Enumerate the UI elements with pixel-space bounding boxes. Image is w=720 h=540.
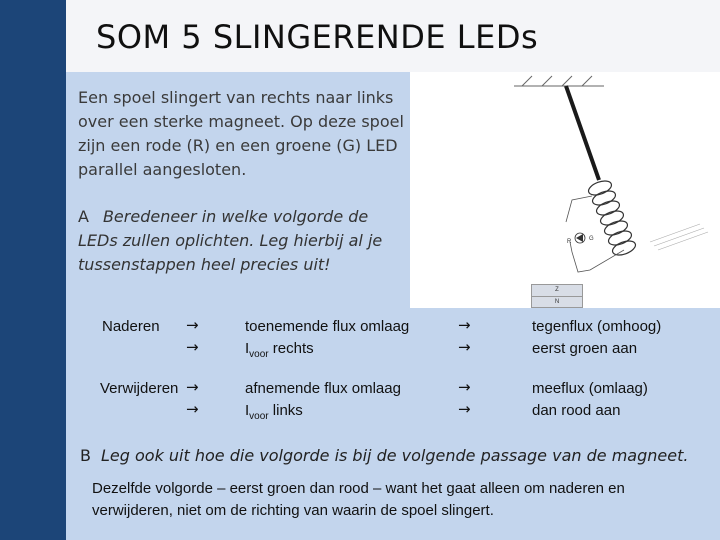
magnet [531, 284, 583, 308]
naderen-flux: toenemende flux omlaag [245, 318, 410, 335]
current-symbol: I [245, 402, 250, 419]
question-b-label: B [80, 446, 91, 465]
verwijderen-current [245, 400, 303, 428]
arrow-icon: → [458, 400, 471, 418]
arrow-icon: → [186, 400, 199, 418]
led-symbols [575, 233, 585, 243]
phase-verwijderen: Verwijderen [100, 380, 179, 397]
pendulum-figure [410, 72, 720, 308]
phase-naderen: Naderen [102, 318, 160, 335]
naderen-led: eerst groen aan [532, 340, 638, 357]
question-b-text: Leg ook uit hoe die volgorde is bij de volgende passage van de magneet. [100, 446, 689, 465]
question-a-text: Beredeneer in welke volgorde de LEDs zullen oplichten. Leg hierbij al je tussenstappen heel precies uit! [78, 207, 383, 274]
question-b [80, 446, 710, 465]
answer-b: Dezelfde volgorde – eerst groen dan rood – want het gaat alleen om naderen en verwijderen, niet om de richting van waarin de spoel slingert. [92, 480, 625, 519]
arrow-icon: → [458, 378, 471, 396]
question-a-label: A [78, 207, 89, 226]
question-a [78, 205, 398, 277]
current-direction: links [268, 402, 303, 419]
arrow-icon: → [186, 378, 199, 396]
intro-text: Een spoel slingert van rechts naar links over een sterke magneet. Op deze spoel zijn een rode (R) en een groene (G) LED parallel aangesloten. [78, 88, 404, 179]
arrow-icon: → [186, 338, 199, 356]
led-r-label: R [567, 239, 572, 245]
figure-background [410, 72, 720, 308]
magnet-n-pole: N [532, 296, 582, 308]
verwijderen-led: dan rood aan [532, 402, 621, 419]
naderen-current [245, 338, 314, 366]
verwijderen-meeflux: meeflux (omlaag) [532, 380, 648, 397]
arrow-icon: → [458, 316, 471, 334]
arrow-icon: → [458, 338, 471, 356]
arrow-icon: → [186, 316, 199, 334]
naderen-tegenflux: tegenflux (omhoog) [532, 318, 662, 335]
current-subscript: voor [249, 411, 269, 422]
current-symbol: I [245, 340, 250, 357]
led-g-label: G [589, 236, 594, 242]
current-direction: rechts [268, 340, 314, 357]
verwijderen-flux: afnemende flux omlaag [245, 380, 401, 397]
current-subscript: voor [249, 349, 269, 360]
slide-title: SOM 5 SLINGERENDE LEDs [96, 18, 539, 56]
magnet-z-pole: Z [555, 287, 559, 293]
